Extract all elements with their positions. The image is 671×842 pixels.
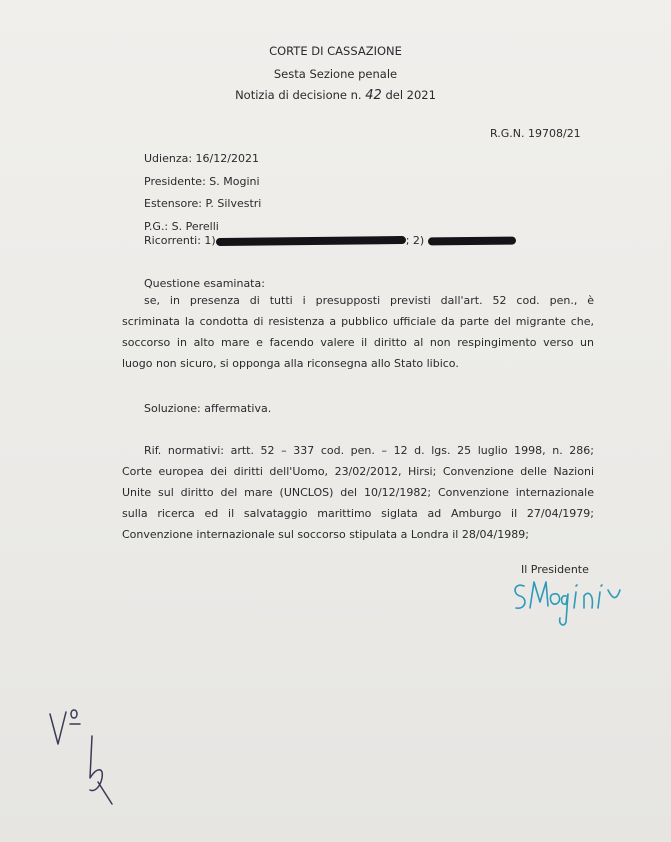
reference-line: Unite sul diritto del mare (UNCLOS) del 10/12/1982; Convenzione internazionale <box>122 486 594 499</box>
signature-title: Il Presidente <box>521 563 589 576</box>
president: Presidente: S. Mogini <box>144 175 260 188</box>
appellants-separator: ; 2) <box>405 234 425 247</box>
redaction-bar <box>216 236 406 246</box>
notice-number: 42 <box>365 88 382 103</box>
notice-suffix: del 2021 <box>385 88 436 102</box>
notice-prefix: Notizia di decisione n. <box>235 88 362 102</box>
reference-line: Convenzione internazionale sul soccorso stipulata a Londra il 28/04/1989; <box>122 528 529 541</box>
reference-line: sulla ricerca ed il salvataggio marittimo siglata ad Amburgo il 27/04/1979; <box>122 507 594 520</box>
decision-notice <box>0 88 671 103</box>
hearing-date: Udienza: 16/12/2021 <box>144 152 259 165</box>
solution: Soluzione: affermativa. <box>144 402 272 415</box>
rapporteur: Estensore: P. Silvestri <box>144 197 262 210</box>
reference-line: Corte europea dei diritti dell'Uomo, 23/02/2012, Hirsi; Convenzione delle Nazioni <box>122 465 594 478</box>
appellants <box>144 234 516 247</box>
rgn-number: R.G.N. 19708/21 <box>490 127 581 140</box>
margin-handwriting <box>40 700 130 810</box>
question-heading: Questione esaminata: <box>144 277 265 290</box>
reference-line: Rif. normativi: artt. 52 – 337 cod. pen. – 12 d. lgs. 25 luglio 1998, n. 286; <box>144 444 594 457</box>
question-line: scriminata la condotta di resistenza a pubblico ufficiale da parte del migrante che, <box>122 315 594 328</box>
section-name: Sesta Sezione penale <box>273 67 398 81</box>
appellants-label: Ricorrenti: 1) <box>144 234 216 247</box>
question-line: luogo non sicuro, si opponga alla riconsegna allo Stato libico. <box>122 357 459 370</box>
court-name: CORTE DI CASSAZIONE <box>269 44 402 58</box>
prosecutor: P.G.: S. Perelli <box>144 220 219 233</box>
president-signature <box>508 568 628 632</box>
question-line: se, in presenza di tutti i presupposti previsti dall'art. 52 cod. pen., è <box>144 294 594 307</box>
question-line: soccorso in alto mare e facendo valere il diritto al non respingimento verso un <box>122 336 594 349</box>
redaction-bar <box>428 237 516 246</box>
